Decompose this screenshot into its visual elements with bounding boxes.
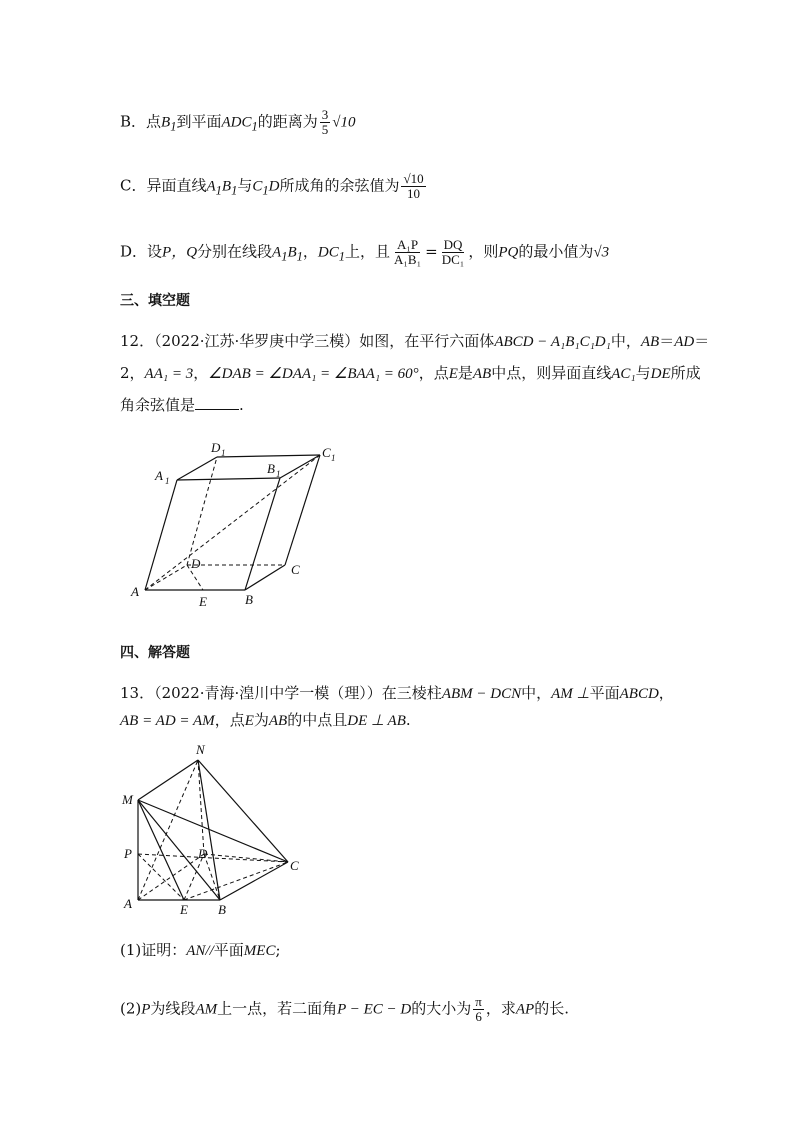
- question-13-line-1: 13．（2022·青海·湟川中学一模（理））在三棱柱ABM − DCN中，AM ⊥平面ABCD，: [120, 684, 674, 702]
- label-a1: A: [155, 468, 163, 483]
- label-a1-sub: 1: [165, 476, 170, 486]
- fraction: $\frac{DQ}{\text{DC₁}}$: [441, 237, 465, 267]
- label-c: C: [291, 562, 300, 577]
- question-12-line-1: 12．（2022·江苏·华罗庚中学三模）如图，在平行六面体ABCD − A₁B₁C₁D₁中，AB＝AD＝: [120, 332, 710, 350]
- label-d1-sub: 1: [221, 448, 226, 458]
- label-e: E: [199, 594, 207, 609]
- fraction: $\frac{\text{A₁P}}{\text{A₁B₁}}$: [394, 237, 422, 267]
- parallelepiped-figure: [125, 440, 355, 610]
- option-c: C．异面直线$A_1B_1$与$C_1D$所成角的余弦值为 $\frac{√10}{10}$: [120, 171, 424, 201]
- label-c1: C: [322, 445, 331, 460]
- label-b1: B: [267, 461, 275, 476]
- label-c: C: [290, 858, 299, 873]
- section-heading-answer: 四、解答题: [120, 645, 190, 661]
- label-e: E: [180, 902, 188, 917]
- label-p: P: [124, 846, 132, 861]
- fraction: $\frac{3}{5}$: [321, 107, 329, 137]
- prism-figure: [118, 742, 318, 918]
- option-d: D．设P，Q分别在线段$A_1B_1$，$DC_1$上，且 $\frac{\text{A₁P}}{\text{A₁B₁}}$ = $\frac{DQ}{\text{DC₁}}$ ，则PQ的最小值为√3: [120, 237, 610, 267]
- label-m: M: [122, 792, 133, 807]
- fraction: $\frac{√10}{10}$: [403, 171, 424, 201]
- label-a: A: [131, 584, 139, 599]
- label-b1-sub: 1: [276, 469, 281, 479]
- label-a: A: [124, 896, 132, 911]
- label-d: D: [191, 556, 201, 571]
- option-b: B．点$B_1$到平面$ADC_1$的距离为 $\frac{3}{5}$ √10: [120, 107, 356, 137]
- section-heading-fill-in: 三、填空题: [120, 293, 190, 309]
- part-1: (1)证明：AN//平面MEC;: [120, 941, 281, 959]
- label-b: B: [218, 902, 226, 917]
- label-n: N: [196, 742, 205, 757]
- part-2: (2)P为线段AM上一点，若二面角P − EC − D的大小为 $\frac{\pi}{6}$ ，求AP的长.: [120, 994, 569, 1024]
- question-13-line-2: AB = AD = AM，点E为AB的中点且DE ⊥ AB.: [120, 711, 411, 729]
- label-b: B: [245, 592, 253, 607]
- label-c1-sub: 1: [331, 453, 336, 463]
- question-12-line-2: 2，AA₁ = 3，∠DAB = ∠DAA₁ = ∠BAA₁ = 60°，点E是AB中点，则异面直线AC₁与DE所成: [120, 364, 701, 382]
- label-d: D: [198, 846, 208, 861]
- fraction: $\frac{\pi}{6}$: [475, 994, 482, 1024]
- answer-blank: [195, 395, 239, 410]
- label-d1: D: [211, 440, 221, 455]
- question-12-line-3: 角余弦值是 .: [120, 396, 244, 414]
